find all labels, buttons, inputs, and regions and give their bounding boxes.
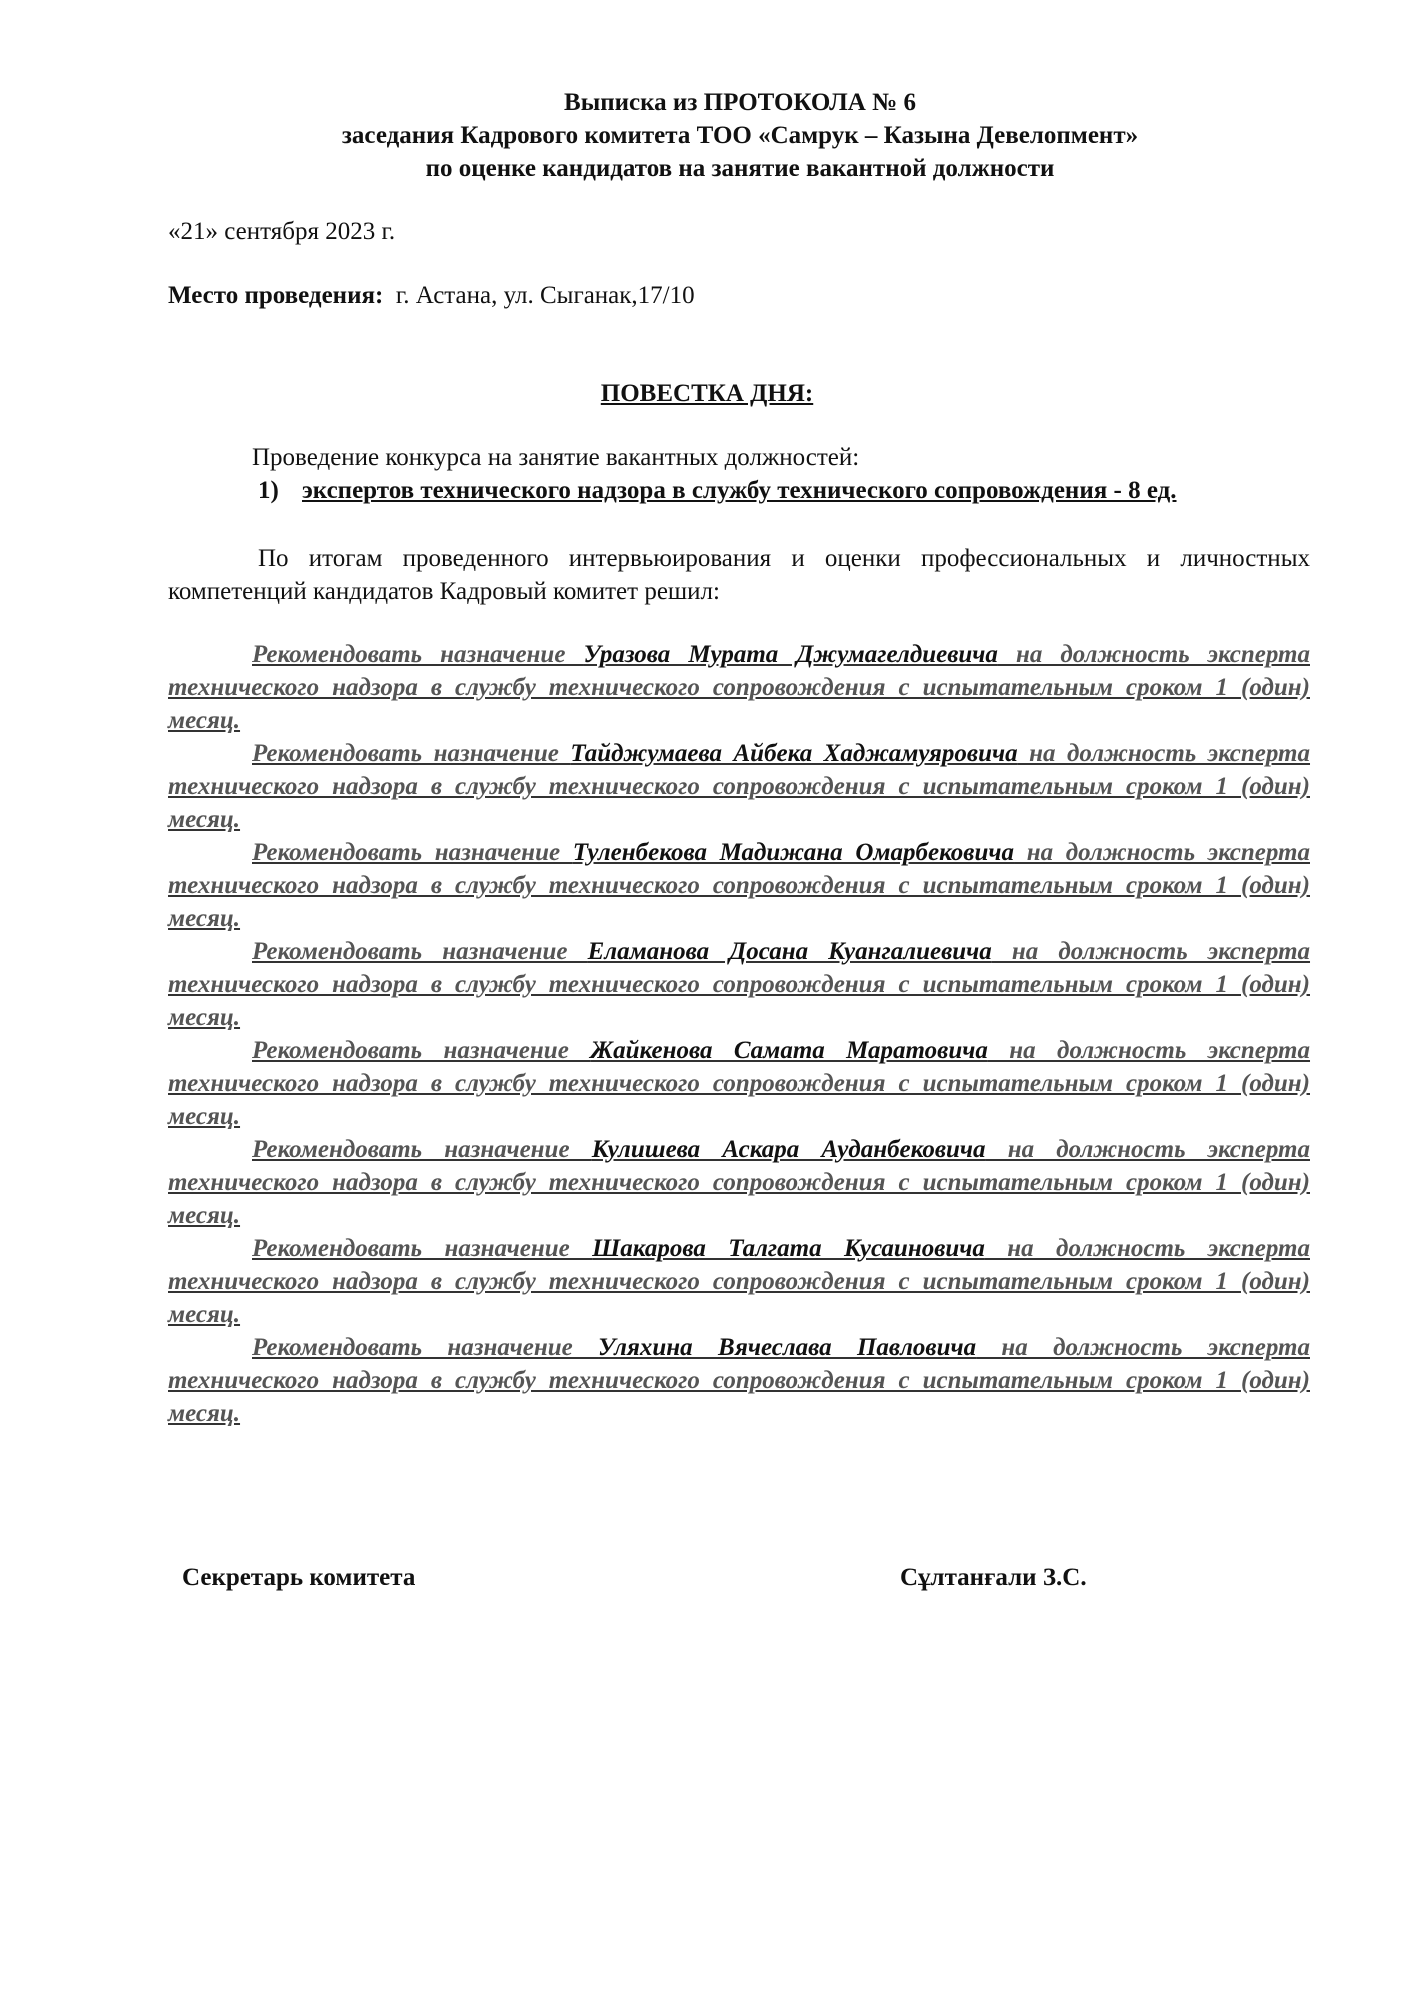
title-line-1: Выписка из ПРОТОКОЛА № 6 [564,89,916,116]
signatory-name: Сұлтанғали З.С. [900,1564,1087,1591]
rec-prefix: Рекомендовать назначение [252,740,571,767]
candidate-name: Жайкенова Самата Маратовича [590,1037,988,1064]
rec-prefix: Рекомендовать назначение [252,1334,599,1361]
result-paragraph: По итогам проведенного интервьюирования и оценки профессиональных и личностных компетенций кандидатов Кадровый комитет решил: [168,545,1310,605]
agenda-intro: Проведение конкурса на занятие вакантных должностей: [252,444,860,471]
rec-suffix: на должность эксперта технического надзора в службу технического сопровождения с испытательным сроком 1 (один) месяц. [168,1136,1310,1229]
recommendation-item [168,1232,1310,1331]
recommendation-item [168,737,1310,836]
recommendation-item [168,836,1310,935]
meeting-date: «21» сентября 2023 г. [168,218,396,245]
rec-prefix: Рекомендовать назначение [252,1136,592,1163]
agenda-heading: ПОВЕСТКА ДНЯ: [600,380,814,407]
candidate-name: Тайджумаева Айбека Хаджамуяровича [570,740,1018,767]
candidate-name: Кулишева Аскара Ауданбековича [591,1136,986,1163]
recommendation-item [168,935,1310,1034]
rec-prefix: Рекомендовать назначение [252,938,588,965]
recommendation-item [168,1331,1310,1430]
candidate-name: Уляхина Вячеслава Павловича [598,1334,977,1361]
agenda-item-number: 1) [258,477,279,504]
agenda-item [258,477,1177,505]
recommendation-item [168,1034,1310,1133]
rec-suffix: на должность эксперта технического надзора в службу технического сопровождения с испытательным сроком 1 (один) месяц. [168,1037,1311,1130]
document-title [170,86,1310,185]
recommendation-item [168,638,1310,737]
rec-prefix: Рекомендовать назначение [252,1235,593,1262]
recommendation-item [168,1133,1310,1232]
rec-suffix: на должность эксперта технического надзора в службу технического сопровождения с испытательным сроком 1 (один) месяц. [168,1235,1310,1328]
agenda-item-text: экспертов технического надзора в службу технического сопровождения - 8 ед. [302,477,1177,504]
candidate-name: Уразова Мурата Джумагелдиевича [583,641,998,668]
rec-suffix: на должность эксперта технического надзора в службу технического сопровождения с испытательным сроком 1 (один) месяц. [168,641,1310,734]
rec-prefix: Рекомендовать назначение [252,1037,591,1064]
signatory-role: Секретарь комитета [182,1564,416,1591]
rec-suffix: на должность эксперта технического надзора в службу технического сопровождения с испытательным сроком 1 (один) месяц. [168,740,1311,833]
meeting-place [168,282,695,310]
candidate-name: Туленбекова Мадижана Омарбековича [572,839,1015,866]
rec-suffix: на должность эксперта технического надзора в службу технического сопровождения с испытательным сроком 1 (один) месяц. [168,839,1310,932]
title-line-3: по оценке кандидатов на занятие вакантной должности [425,155,1055,182]
title-line-2: заседания Кадрового комитета ТОО «Самрук – Казына Девелопмент» [341,122,1139,149]
recommendations-list [168,638,1310,1430]
rec-suffix: на должность эксперта технического надзора в службу технического сопровождения с испытательным сроком 1 (один) месяц. [168,938,1311,1031]
place-label: Место проведения: [168,282,384,309]
rec-suffix: на должность эксперта технического надзора в службу технического сопровождения с испытательным сроком 1 (один) месяц. [168,1334,1310,1427]
rec-prefix: Рекомендовать назначение [252,641,584,668]
candidate-name: Шакарова Талгата Кусаиновича [592,1235,985,1262]
place-value: г. Астана, ул. Сыганак,17/10 [395,282,695,309]
candidate-name: Еламанова Досана Куангалиевича [587,938,992,965]
rec-prefix: Рекомендовать назначение [252,839,573,866]
